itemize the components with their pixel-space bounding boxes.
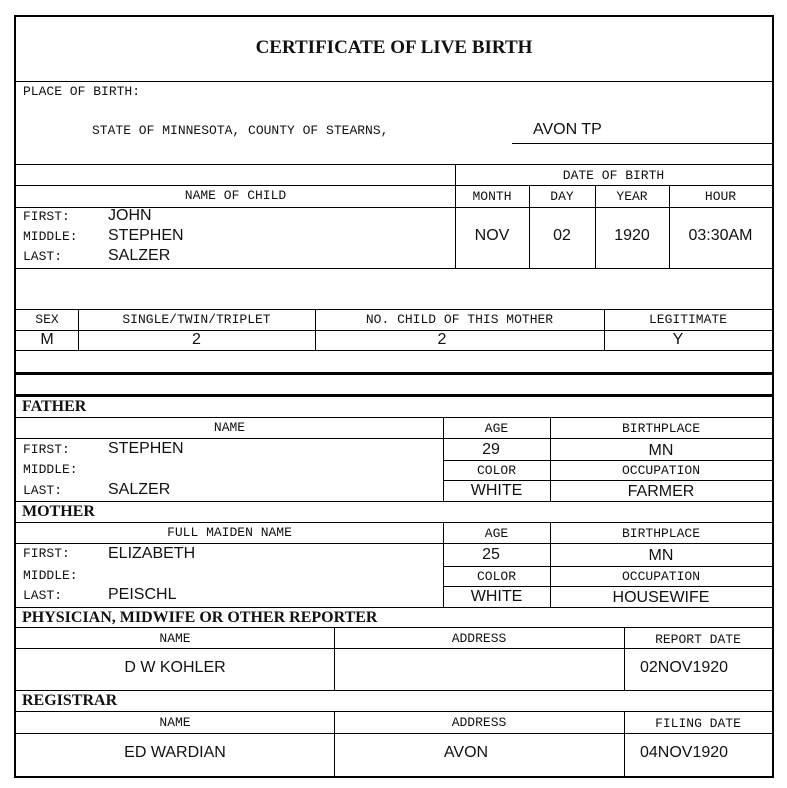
child-last-label: LAST: <box>23 249 63 264</box>
registrar-section-title: REGISTRAR <box>22 692 118 709</box>
legitimate-header: LEGITIMATE <box>648 312 727 327</box>
divider <box>443 586 772 587</box>
plurality-header: SINGLE/TWIN/TRIPLET <box>122 312 271 327</box>
divider <box>16 417 772 418</box>
mother-occupation-header: OCCUPATION <box>621 569 700 584</box>
mother-first-name: ELIZABETH <box>108 545 196 562</box>
registrar-address-header: ADDRESS <box>451 715 507 730</box>
child-number-value: 2 <box>437 331 447 348</box>
father-middle-label: MIDDLE: <box>23 462 78 477</box>
mother-occupation: HOUSEWIFE <box>612 589 710 606</box>
mother-last-label: LAST: <box>23 588 63 603</box>
divider <box>16 607 772 608</box>
divider <box>443 566 772 567</box>
mother-color: WHITE <box>470 588 523 605</box>
birth-day: 02 <box>553 227 571 244</box>
divider <box>443 460 772 461</box>
father-occupation: FARMER <box>627 483 695 500</box>
report-date: 02NOV1920 <box>639 659 729 676</box>
divider <box>16 501 772 502</box>
filing-date: 04NOV1920 <box>639 744 729 761</box>
divider <box>550 417 551 501</box>
father-section-title: FATHER <box>22 398 87 415</box>
birth-year: 1920 <box>614 227 650 244</box>
physician-name: D W KOHLER <box>124 659 226 676</box>
birth-hour: 03:30AM <box>688 227 753 244</box>
plurality-value: 2 <box>192 331 201 348</box>
mother-name-header: FULL MAIDEN NAME <box>167 525 292 540</box>
divider <box>16 627 772 628</box>
father-name-header: NAME <box>213 420 246 435</box>
physician-section-title: PHYSICIAN, MIDWIFE OR OTHER REPORTER <box>22 609 378 626</box>
divider <box>78 309 79 350</box>
thick-divider <box>16 372 772 375</box>
father-occupation-header: OCCUPATION <box>621 463 700 478</box>
divider <box>455 164 456 268</box>
divider <box>16 690 772 691</box>
thick-divider <box>16 394 772 397</box>
mother-age: 25 <box>482 546 500 563</box>
divider <box>443 522 444 607</box>
father-age-header: AGE <box>484 421 509 436</box>
divider <box>595 185 596 268</box>
mother-birthplace: MN <box>648 547 674 564</box>
mother-first-label: FIRST: <box>23 546 70 561</box>
mother-color-header: COLOR <box>476 569 516 584</box>
child-first-name: JOHN <box>108 207 152 224</box>
mother-middle-label: MIDDLE: <box>23 568 78 583</box>
name-of-child-header: NAME OF CHILD <box>184 188 287 203</box>
birth-month: NOV <box>474 227 510 244</box>
hour-header: HOUR <box>704 189 737 204</box>
mother-birthplace-header: BIRTHPLACE <box>621 526 700 541</box>
divider <box>16 711 772 712</box>
father-color-header: COLOR <box>476 463 516 478</box>
child-middle-label: MIDDLE: <box>23 229 78 244</box>
divider <box>334 711 335 776</box>
divider <box>16 330 772 331</box>
mother-age-header: AGE <box>484 526 509 541</box>
certificate-title: CERTIFICATE OF LIVE BIRTH <box>255 37 533 58</box>
father-age: 29 <box>482 441 500 458</box>
place-of-birth-township: AVON TP <box>533 121 602 138</box>
father-birthplace-header: BIRTHPLACE <box>621 421 700 436</box>
father-last-name: SALZER <box>108 481 171 498</box>
divider <box>16 438 772 439</box>
divider <box>443 480 772 481</box>
father-last-label: LAST: <box>23 483 63 498</box>
divider <box>16 309 772 310</box>
day-header: DAY <box>550 189 574 204</box>
place-of-birth-label: PLACE OF BIRTH: <box>23 84 141 99</box>
father-birthplace: MN <box>648 442 674 459</box>
divider <box>604 309 605 350</box>
divider <box>16 164 772 165</box>
divider <box>443 417 444 501</box>
month-header: MONTH <box>472 189 512 204</box>
registrar-address: AVON <box>443 744 489 761</box>
physician-name-header: NAME <box>159 631 191 646</box>
divider <box>529 185 530 268</box>
divider <box>16 543 772 544</box>
physician-address-header: ADDRESS <box>451 631 507 646</box>
mother-last-name: PEISCHL <box>108 586 177 603</box>
year-header: YEAR <box>616 189 648 204</box>
divider <box>16 81 772 82</box>
place-of-birth-text: STATE OF MINNESOTA, COUNTY OF STEARNS, <box>92 123 389 138</box>
report-date-header: REPORT DATE <box>655 632 741 647</box>
divider <box>16 648 772 649</box>
date-of-birth-header: DATE OF BIRTH <box>562 168 665 183</box>
sex-header: SEX <box>35 312 59 327</box>
divider <box>624 711 625 776</box>
divider <box>16 733 772 734</box>
township-underline <box>512 143 772 144</box>
divider <box>334 627 335 690</box>
father-color: WHITE <box>470 482 523 499</box>
child-number-header: NO. CHILD OF THIS MOTHER <box>365 312 554 327</box>
legitimate-value: Y <box>672 331 684 348</box>
divider <box>16 185 772 186</box>
father-first-name: STEPHEN <box>108 440 184 457</box>
child-first-label: FIRST: <box>23 209 70 224</box>
registrar-name: ED WARDIAN <box>124 744 226 761</box>
divider <box>16 268 772 269</box>
divider <box>669 185 670 268</box>
child-middle-name: STEPHEN <box>108 227 184 244</box>
divider <box>16 350 772 351</box>
child-last-name: SALZER <box>108 247 171 264</box>
divider <box>550 522 551 607</box>
divider <box>624 627 625 690</box>
divider <box>16 522 772 523</box>
father-first-label: FIRST: <box>23 442 70 457</box>
mother-section-title: MOTHER <box>22 503 95 520</box>
sex-value: M <box>40 331 54 348</box>
registrar-name-header: NAME <box>159 715 191 730</box>
divider <box>315 309 316 350</box>
filing-date-header: FILING DATE <box>655 716 741 731</box>
